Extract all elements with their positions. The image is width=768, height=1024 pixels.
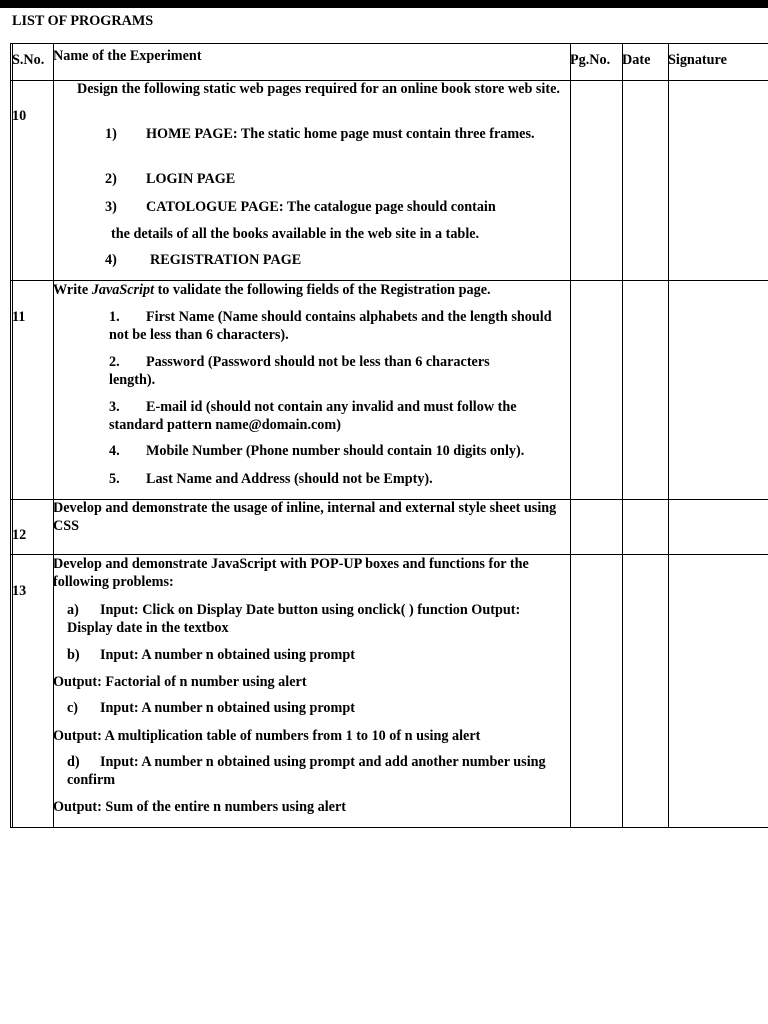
header-date: Date — [622, 52, 651, 68]
item-text: Output: A multiplication table of numbers from 1 to 10 of n using alert — [53, 728, 481, 744]
item-text: Input: Click on Display Date button using onclick( ) function Output: Display date in the textbox — [67, 602, 521, 636]
item-text: Output: Factorial of n number using alert — [53, 674, 307, 690]
item-number: 4. — [109, 443, 120, 459]
item-text: Input: A number n obtained using prompt — [100, 700, 355, 716]
item-number: b) — [67, 647, 80, 663]
row-intro: Design the following static web pages required for an online book store web site. — [77, 81, 560, 97]
header-name: Name of the Experiment — [53, 48, 202, 64]
row-sno: 12 — [12, 527, 27, 543]
item-number: d) — [67, 754, 80, 770]
row-sno: 11 — [12, 309, 26, 325]
item-text: REGISTRATION PAGE — [150, 252, 302, 268]
row-intro: Write JavaScript to validate the following fields of the Registration page. — [53, 282, 491, 298]
col-divider-pgno — [622, 43, 623, 828]
table-border-left — [10, 43, 11, 828]
page-title: LIST OF PROGRAMS — [12, 13, 154, 29]
row-sno: 13 — [12, 583, 27, 599]
item-number: 4) — [105, 252, 117, 268]
item-number: 2) — [105, 171, 117, 187]
table-border-left-inner — [12, 43, 13, 828]
row-intro: Develop and demonstrate the usage of inline, internal and external style sheet using CSS — [53, 500, 557, 534]
item-text: Password (Password should not be less than 6 characters length). — [109, 354, 490, 388]
item-text: the details of all the books available in the web site in a table. — [111, 226, 480, 242]
table-border-top — [10, 43, 768, 44]
item-number: 3. — [109, 399, 120, 415]
item-text: Input: A number n obtained using prompt — [100, 647, 355, 663]
item-text: First Name (Name should contains alphabets and the length should not be less than 6 characters). — [109, 309, 552, 343]
item-text: Output: Sum of the entire n numbers using alert — [53, 799, 346, 815]
item-text: HOME PAGE: The static home page must contain three frames. — [146, 126, 535, 142]
header-pgno: Pg.No. — [570, 52, 611, 68]
item-number: 1. — [109, 309, 120, 325]
item-text: Mobile Number (Phone number should contain 10 digits only). — [146, 443, 525, 459]
row-sno: 10 — [12, 108, 27, 124]
col-divider-date — [668, 43, 669, 828]
row-intro: Develop and demonstrate JavaScript with POP-UP boxes and functions for the following problems: — [53, 556, 529, 590]
item-number: 5. — [109, 471, 120, 487]
table-border-bottom — [10, 827, 768, 828]
item-number: 2. — [109, 354, 120, 370]
item-number: 3) — [105, 199, 117, 215]
item-number: 1) — [105, 126, 117, 142]
item-text: Input: A number n obtained using prompt and add another number using confirm — [67, 754, 546, 788]
header-signature: Signature — [668, 52, 727, 68]
col-divider-name — [570, 43, 571, 828]
item-text: Last Name and Address (should not be Empty). — [146, 471, 433, 487]
col-divider-sno — [53, 43, 54, 828]
item-text: CATOLOGUE PAGE: The catalogue page should contain — [146, 199, 496, 215]
item-number: c) — [67, 700, 79, 716]
item-number: a) — [67, 602, 79, 618]
top-bar — [0, 0, 768, 8]
item-text: LOGIN PAGE — [146, 171, 236, 187]
item-text: E-mail id (should not contain any invalid and must follow the standard pattern name@domain.com) — [109, 399, 517, 433]
header-sno: S.No. — [12, 52, 45, 68]
